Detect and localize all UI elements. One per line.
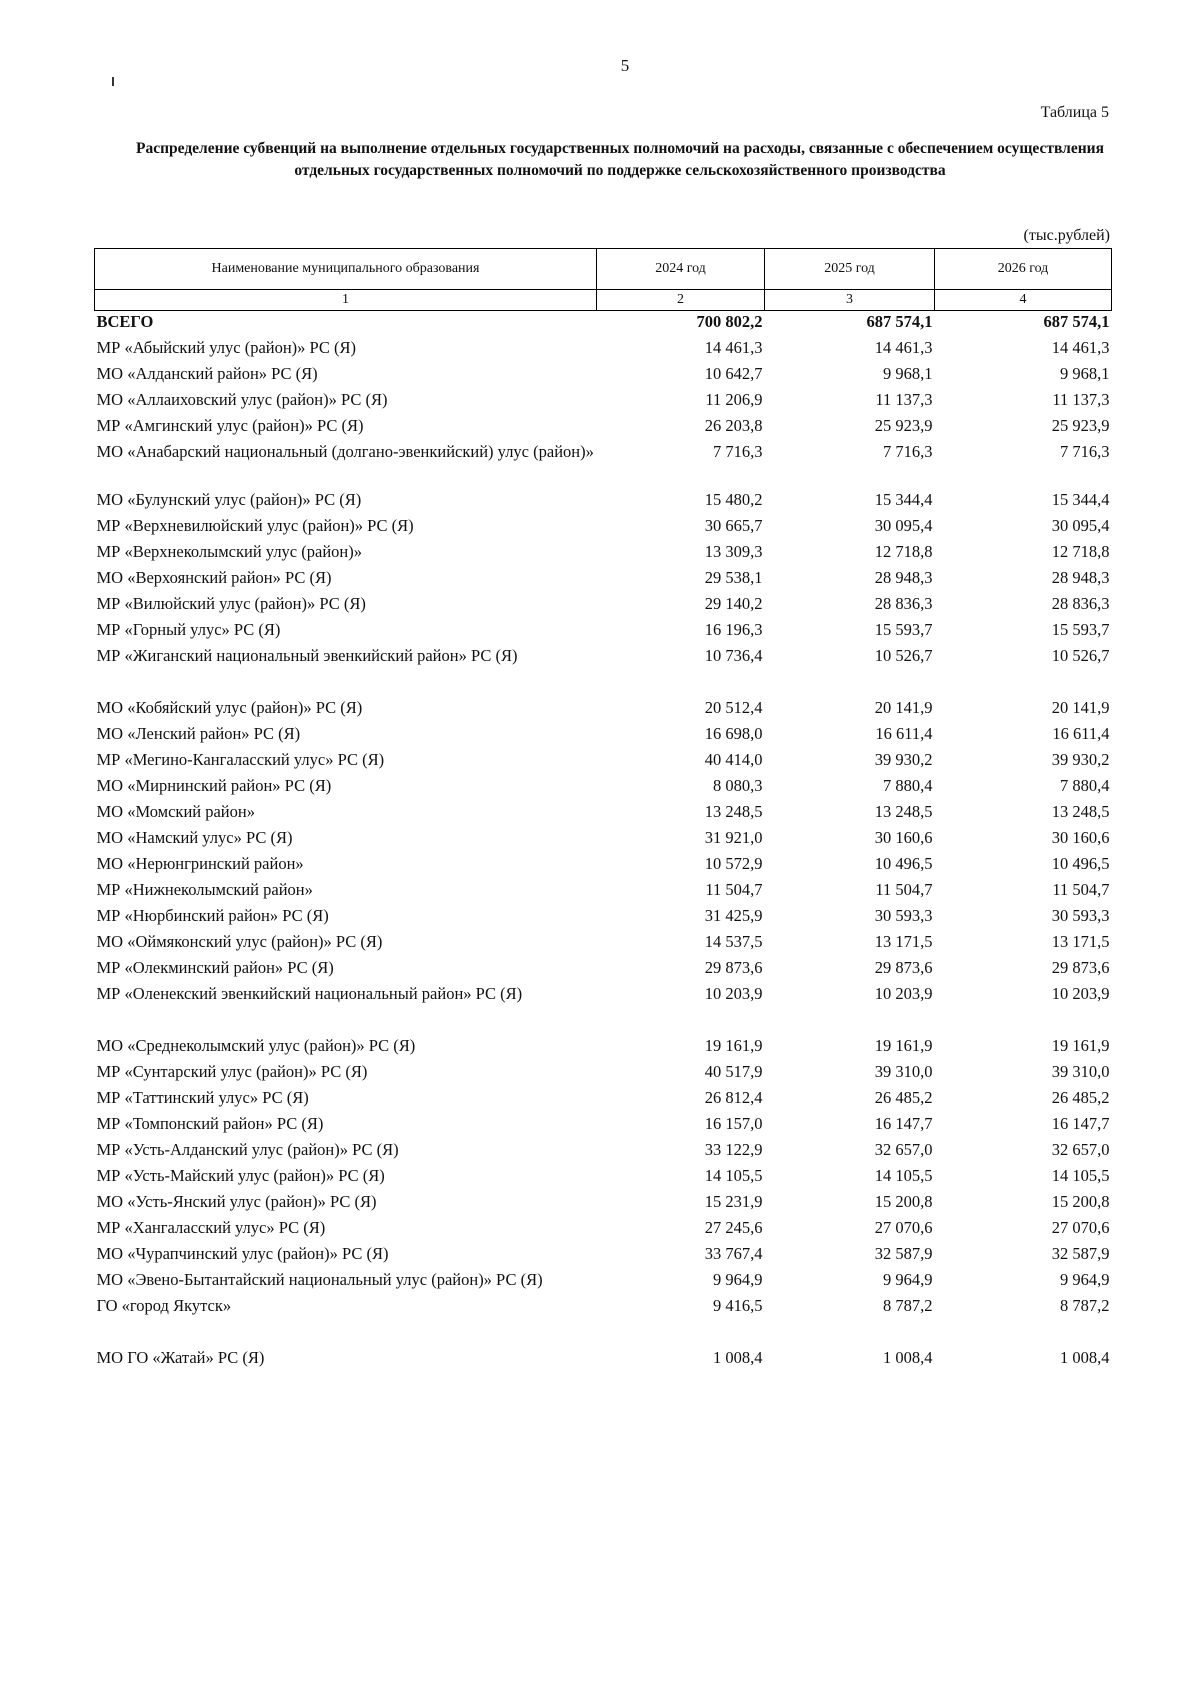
- table-row: [95, 801, 1112, 827]
- value-2026-cell: 27 070,6: [1051, 1217, 1110, 1237]
- value-2024-cell: 16 698,0: [704, 723, 763, 743]
- value-2025-cell: 7 880,4: [883, 775, 933, 795]
- value-2024-cell: 700 802,2: [696, 312, 763, 331]
- name-cell: МР «Оленекский эвенкийский национальный район» РС (Я): [96, 983, 523, 1003]
- value-2024-cell: 29 140,2: [704, 593, 763, 613]
- value-2026-cell: 13 171,5: [1051, 931, 1110, 951]
- name-cell: МО «Анабарский национальный (долгано-эвенкийский) улус (район)»: [96, 441, 594, 461]
- value-2026-cell: 16 147,7: [1051, 1113, 1110, 1133]
- value-2025-cell: 15 200,8: [874, 1191, 933, 1211]
- value-2024-cell: 27 245,6: [704, 1217, 763, 1237]
- value-2024-cell: 31 425,9: [704, 905, 763, 925]
- table-row: [95, 1165, 1112, 1191]
- table-row: [95, 593, 1112, 619]
- value-2026-cell: 687 574,1: [1043, 312, 1110, 331]
- value-2024-cell: 8 080,3: [713, 775, 763, 795]
- table-row: [95, 515, 1112, 541]
- table-row: [95, 827, 1112, 853]
- name-cell: МО «Момский район»: [96, 801, 255, 821]
- table-row: [95, 567, 1112, 593]
- value-2025-cell: 9 964,9: [883, 1269, 933, 1289]
- value-2025-cell: 16 147,7: [874, 1113, 933, 1133]
- table-row: [95, 775, 1112, 801]
- name-cell: МР «Олекминский район» РС (Я): [96, 957, 334, 977]
- value-2024-cell: 15 231,9: [704, 1191, 763, 1211]
- table-row: [95, 645, 1112, 671]
- name-cell: МО «Намский улус» РС (Я): [96, 827, 293, 847]
- value-2024-cell: 15 480,2: [704, 489, 763, 509]
- value-2026-cell: 32 657,0: [1051, 1139, 1110, 1159]
- table-row: [95, 441, 1112, 489]
- name-cell: ВСЕГО: [96, 312, 154, 331]
- value-2026-cell: 32 587,9: [1051, 1243, 1110, 1263]
- value-2026-cell: 1 008,4: [1060, 1347, 1110, 1367]
- name-cell: МО «Чурапчинский улус (район)» РС (Я): [96, 1243, 389, 1263]
- spacer-row: [95, 1321, 1112, 1347]
- value-2025-cell: 39 310,0: [874, 1061, 933, 1081]
- table-row: [95, 337, 1112, 363]
- value-2026-cell: 7 880,4: [1060, 775, 1110, 795]
- name-cell: МО «Мирнинский район» РС (Я): [96, 775, 332, 795]
- header-row: [95, 249, 1112, 290]
- name-cell: МР «Усть-Майский улус (район)» РС (Я): [96, 1165, 385, 1185]
- value-2024-cell: 19 161,9: [704, 1035, 763, 1055]
- value-2026-cell: 16 611,4: [1052, 723, 1110, 743]
- value-2025-cell: 13 171,5: [874, 931, 933, 951]
- table-row: [95, 1191, 1112, 1217]
- value-2026-cell: 10 203,9: [1051, 983, 1110, 1003]
- value-2025-cell: 1 008,4: [883, 1347, 933, 1367]
- value-2025-cell: 28 948,3: [874, 567, 933, 587]
- value-2026-cell: 20 141,9: [1051, 697, 1110, 717]
- header-2026: 2026 год: [935, 249, 1112, 290]
- spacer-row: [95, 671, 1112, 697]
- table-label: Таблица 5: [1040, 104, 1109, 121]
- spacer-row: [95, 1009, 1112, 1035]
- name-cell: МО «Булунский улус (район)» РС (Я): [96, 489, 362, 509]
- value-2025-cell: 25 923,9: [874, 415, 933, 435]
- spacer-cell: [95, 1009, 1112, 1035]
- name-cell: МО «Алданский район» РС (Я): [96, 363, 318, 383]
- value-2025-cell: 9 968,1: [883, 363, 933, 383]
- value-2024-cell: 14 537,5: [704, 931, 763, 951]
- value-2025-cell: 8 787,2: [883, 1295, 933, 1315]
- value-2026-cell: 14 461,3: [1051, 337, 1110, 357]
- name-cell: МО «Кобяйский улус (район)» РС (Я): [96, 697, 363, 717]
- name-cell: ГО «город Якутск»: [96, 1295, 232, 1315]
- table-row: [95, 363, 1112, 389]
- total-row: [95, 311, 1112, 337]
- table-row: [95, 541, 1112, 567]
- value-2025-cell: 14 461,3: [874, 337, 933, 357]
- value-2024-cell: 26 812,4: [704, 1087, 763, 1107]
- value-2026-cell: 30 160,6: [1051, 827, 1110, 847]
- value-2026-cell: 10 496,5: [1051, 853, 1110, 873]
- value-2025-cell: 27 070,6: [874, 1217, 933, 1237]
- value-2026-cell: 8 787,2: [1060, 1295, 1110, 1315]
- value-2025-cell: 687 574,1: [866, 312, 933, 331]
- name-cell: МО «Эвено-Бытантайский национальный улус (район)» РС (Я): [96, 1269, 543, 1289]
- spacer-cell: [95, 1321, 1112, 1347]
- value-2025-cell: 10 203,9: [874, 983, 933, 1003]
- value-2026-cell: 15 344,4: [1051, 489, 1110, 509]
- name-cell: МР «Сунтарский улус (район)» РС (Я): [96, 1061, 368, 1081]
- table-row: [95, 1243, 1112, 1269]
- value-2025-cell: 11 504,7: [875, 879, 933, 899]
- name-cell: МР «Вилюйский улус (район)» РС (Я): [96, 593, 366, 613]
- name-cell: МР «Хангаласский улус» РС (Я): [96, 1217, 326, 1237]
- value-2026-cell: 7 716,3: [1060, 441, 1110, 461]
- value-2025-cell: 7 716,3: [883, 441, 933, 461]
- name-cell: МР «Нижнеколымский район»: [96, 879, 313, 899]
- table-row: [95, 723, 1112, 749]
- value-2026-cell: 30 095,4: [1051, 515, 1110, 535]
- value-2026-cell: 39 930,2: [1051, 749, 1110, 769]
- value-2026-cell: 9 968,1: [1060, 363, 1110, 383]
- value-2025-cell: 10 496,5: [874, 853, 933, 873]
- value-2025-cell: 26 485,2: [874, 1087, 933, 1107]
- header-name: Наименование муниципального образования: [95, 249, 597, 290]
- value-2024-cell: 10 642,7: [704, 363, 763, 383]
- value-2024-cell: 10 736,4: [704, 645, 763, 665]
- value-2025-cell: 30 095,4: [874, 515, 933, 535]
- value-2024-cell: 33 122,9: [704, 1139, 763, 1159]
- table-row: [95, 1295, 1112, 1321]
- value-2025-cell: 39 930,2: [874, 749, 933, 769]
- table-row: [95, 853, 1112, 879]
- name-cell: МР «Жиганский национальный эвенкийский район» РС (Я): [96, 645, 518, 665]
- document-title: Распределение субвенций на выполнение отдельных государственных полномочий на расходы, связанные с обеспечением осуществления отдельных государственных полномочий по поддержке сельскохозяйственного производства: [136, 140, 1104, 179]
- value-2026-cell: 15 593,7: [1051, 619, 1110, 639]
- column-number: 3: [765, 290, 935, 311]
- name-cell: МО «Усть-Янский улус (район)» РС (Я): [96, 1191, 377, 1211]
- page-number: 5: [620, 56, 630, 75]
- value-2024-cell: 11 206,9: [705, 389, 763, 409]
- value-2024-cell: 40 414,0: [704, 749, 763, 769]
- table-row: [95, 1139, 1112, 1165]
- column-number: 1: [95, 290, 597, 311]
- value-2026-cell: 30 593,3: [1051, 905, 1110, 925]
- name-cell: МР «Таттинский улус» РС (Я): [96, 1087, 309, 1107]
- value-2024-cell: 10 572,9: [704, 853, 763, 873]
- value-2024-cell: 10 203,9: [704, 983, 763, 1003]
- value-2025-cell: 10 526,7: [874, 645, 933, 665]
- value-2026-cell: 13 248,5: [1051, 801, 1110, 821]
- name-cell: МР «Мегино-Кангаласский улус» РС (Я): [96, 749, 385, 769]
- name-cell: МР «Абыйский улус (район)» РС (Я): [96, 337, 357, 357]
- value-2025-cell: 32 657,0: [874, 1139, 933, 1159]
- value-2024-cell: 30 665,7: [704, 515, 763, 535]
- value-2025-cell: 30 160,6: [874, 827, 933, 847]
- value-2024-cell: 14 461,3: [704, 337, 763, 357]
- value-2026-cell: 14 105,5: [1051, 1165, 1110, 1185]
- column-number-row: [95, 290, 1112, 311]
- value-2025-cell: 30 593,3: [874, 905, 933, 925]
- value-2025-cell: 14 105,5: [874, 1165, 933, 1185]
- value-2024-cell: 16 196,3: [704, 619, 763, 639]
- value-2025-cell: 15 593,7: [874, 619, 933, 639]
- value-2024-cell: 40 517,9: [704, 1061, 763, 1081]
- value-2024-cell: 13 309,3: [704, 541, 763, 561]
- header-2024: 2024 год: [597, 249, 765, 290]
- table-row: [95, 957, 1112, 983]
- name-cell: МО «Ленский район» РС (Я): [96, 723, 301, 743]
- name-cell: МР «Нюрбинский район» РС (Я): [96, 905, 329, 925]
- value-2026-cell: 12 718,8: [1051, 541, 1110, 561]
- value-2026-cell: 28 948,3: [1051, 567, 1110, 587]
- value-2025-cell: 29 873,6: [874, 957, 933, 977]
- value-2025-cell: 11 137,3: [875, 389, 933, 409]
- value-2024-cell: 1 008,4: [713, 1347, 763, 1367]
- value-2026-cell: 29 873,6: [1051, 957, 1110, 977]
- header-2025: 2025 год: [765, 249, 935, 290]
- value-2025-cell: 28 836,3: [874, 593, 933, 613]
- name-cell: МР «Верхневилюйский улус (район)» РС (Я): [96, 515, 414, 535]
- name-cell: МР «Томпонский район» РС (Я): [96, 1113, 324, 1133]
- value-2025-cell: 20 141,9: [874, 697, 933, 717]
- value-2026-cell: 11 504,7: [1052, 879, 1110, 899]
- value-2024-cell: 9 416,5: [713, 1295, 763, 1315]
- table-row: [95, 415, 1112, 441]
- value-2026-cell: 25 923,9: [1051, 415, 1110, 435]
- value-2026-cell: 10 526,7: [1051, 645, 1110, 665]
- value-2024-cell: 20 512,4: [704, 697, 763, 717]
- value-2024-cell: 33 767,4: [704, 1243, 763, 1263]
- table-row: [95, 1087, 1112, 1113]
- table-row: [95, 1217, 1112, 1243]
- name-cell: МР «Верхнеколымский улус (район)»: [96, 541, 362, 561]
- spacer-cell: [95, 671, 1112, 697]
- value-2026-cell: 15 200,8: [1051, 1191, 1110, 1211]
- name-cell: МО «Оймяконский улус (район)» РС (Я): [96, 931, 383, 951]
- table-row: [95, 1269, 1112, 1295]
- value-2025-cell: 13 248,5: [874, 801, 933, 821]
- value-2025-cell: 15 344,4: [874, 489, 933, 509]
- scan-mark: [112, 77, 114, 86]
- value-2024-cell: 7 716,3: [713, 441, 763, 461]
- name-cell: МР «Горный улус» РС (Я): [96, 619, 281, 639]
- name-cell: МО «Верхоянский район» РС (Я): [96, 567, 332, 587]
- value-2024-cell: 26 203,8: [704, 415, 763, 435]
- table-row: [95, 619, 1112, 645]
- name-cell: МР «Амгинский улус (район)» РС (Я): [96, 415, 364, 435]
- value-2024-cell: 11 504,7: [705, 879, 763, 899]
- value-2024-cell: 31 921,0: [704, 827, 763, 847]
- name-cell: МО «Нерюнгринский район»: [96, 853, 304, 873]
- value-2026-cell: 11 137,3: [1052, 389, 1110, 409]
- table-row: [95, 489, 1112, 515]
- table-row: [95, 1347, 1112, 1373]
- table-row: [95, 697, 1112, 723]
- value-2026-cell: 28 836,3: [1051, 593, 1110, 613]
- subvention-table: [94, 248, 1112, 1373]
- table-row: [95, 1113, 1112, 1139]
- value-2025-cell: 32 587,9: [874, 1243, 933, 1263]
- value-2025-cell: 12 718,8: [874, 541, 933, 561]
- value-2024-cell: 29 873,6: [704, 957, 763, 977]
- value-2024-cell: 16 157,0: [704, 1113, 763, 1133]
- value-2026-cell: 39 310,0: [1051, 1061, 1110, 1081]
- value-2026-cell: 19 161,9: [1051, 1035, 1110, 1055]
- name-cell: МО ГО «Жатай» РС (Я): [96, 1347, 265, 1367]
- column-number: 4: [935, 290, 1112, 311]
- table-row: [95, 1061, 1112, 1087]
- table-row: [95, 1035, 1112, 1061]
- table-row: [95, 931, 1112, 957]
- column-number: 2: [597, 290, 765, 311]
- table-row: [95, 879, 1112, 905]
- table-row: [95, 389, 1112, 415]
- value-2025-cell: 19 161,9: [874, 1035, 933, 1055]
- value-2025-cell: 16 611,4: [875, 723, 933, 743]
- value-2026-cell: 9 964,9: [1060, 1269, 1110, 1289]
- value-2026-cell: 26 485,2: [1051, 1087, 1110, 1107]
- table-row: [95, 905, 1112, 931]
- name-cell: МО «Среднеколымский улус (район)» РС (Я): [96, 1035, 416, 1055]
- name-cell: МО «Аллаиховский улус (район)» РС (Я): [96, 389, 388, 409]
- value-2024-cell: 14 105,5: [704, 1165, 763, 1185]
- table-body: [95, 311, 1112, 1373]
- table-row: [95, 983, 1112, 1009]
- table-row: [95, 749, 1112, 775]
- units-label: (тыс.рублей): [1023, 227, 1110, 244]
- value-2024-cell: 13 248,5: [704, 801, 763, 821]
- value-2024-cell: 29 538,1: [704, 567, 763, 587]
- name-cell: МР «Усть-Алданский улус (район)» РС (Я): [96, 1139, 399, 1159]
- value-2024-cell: 9 964,9: [713, 1269, 763, 1289]
